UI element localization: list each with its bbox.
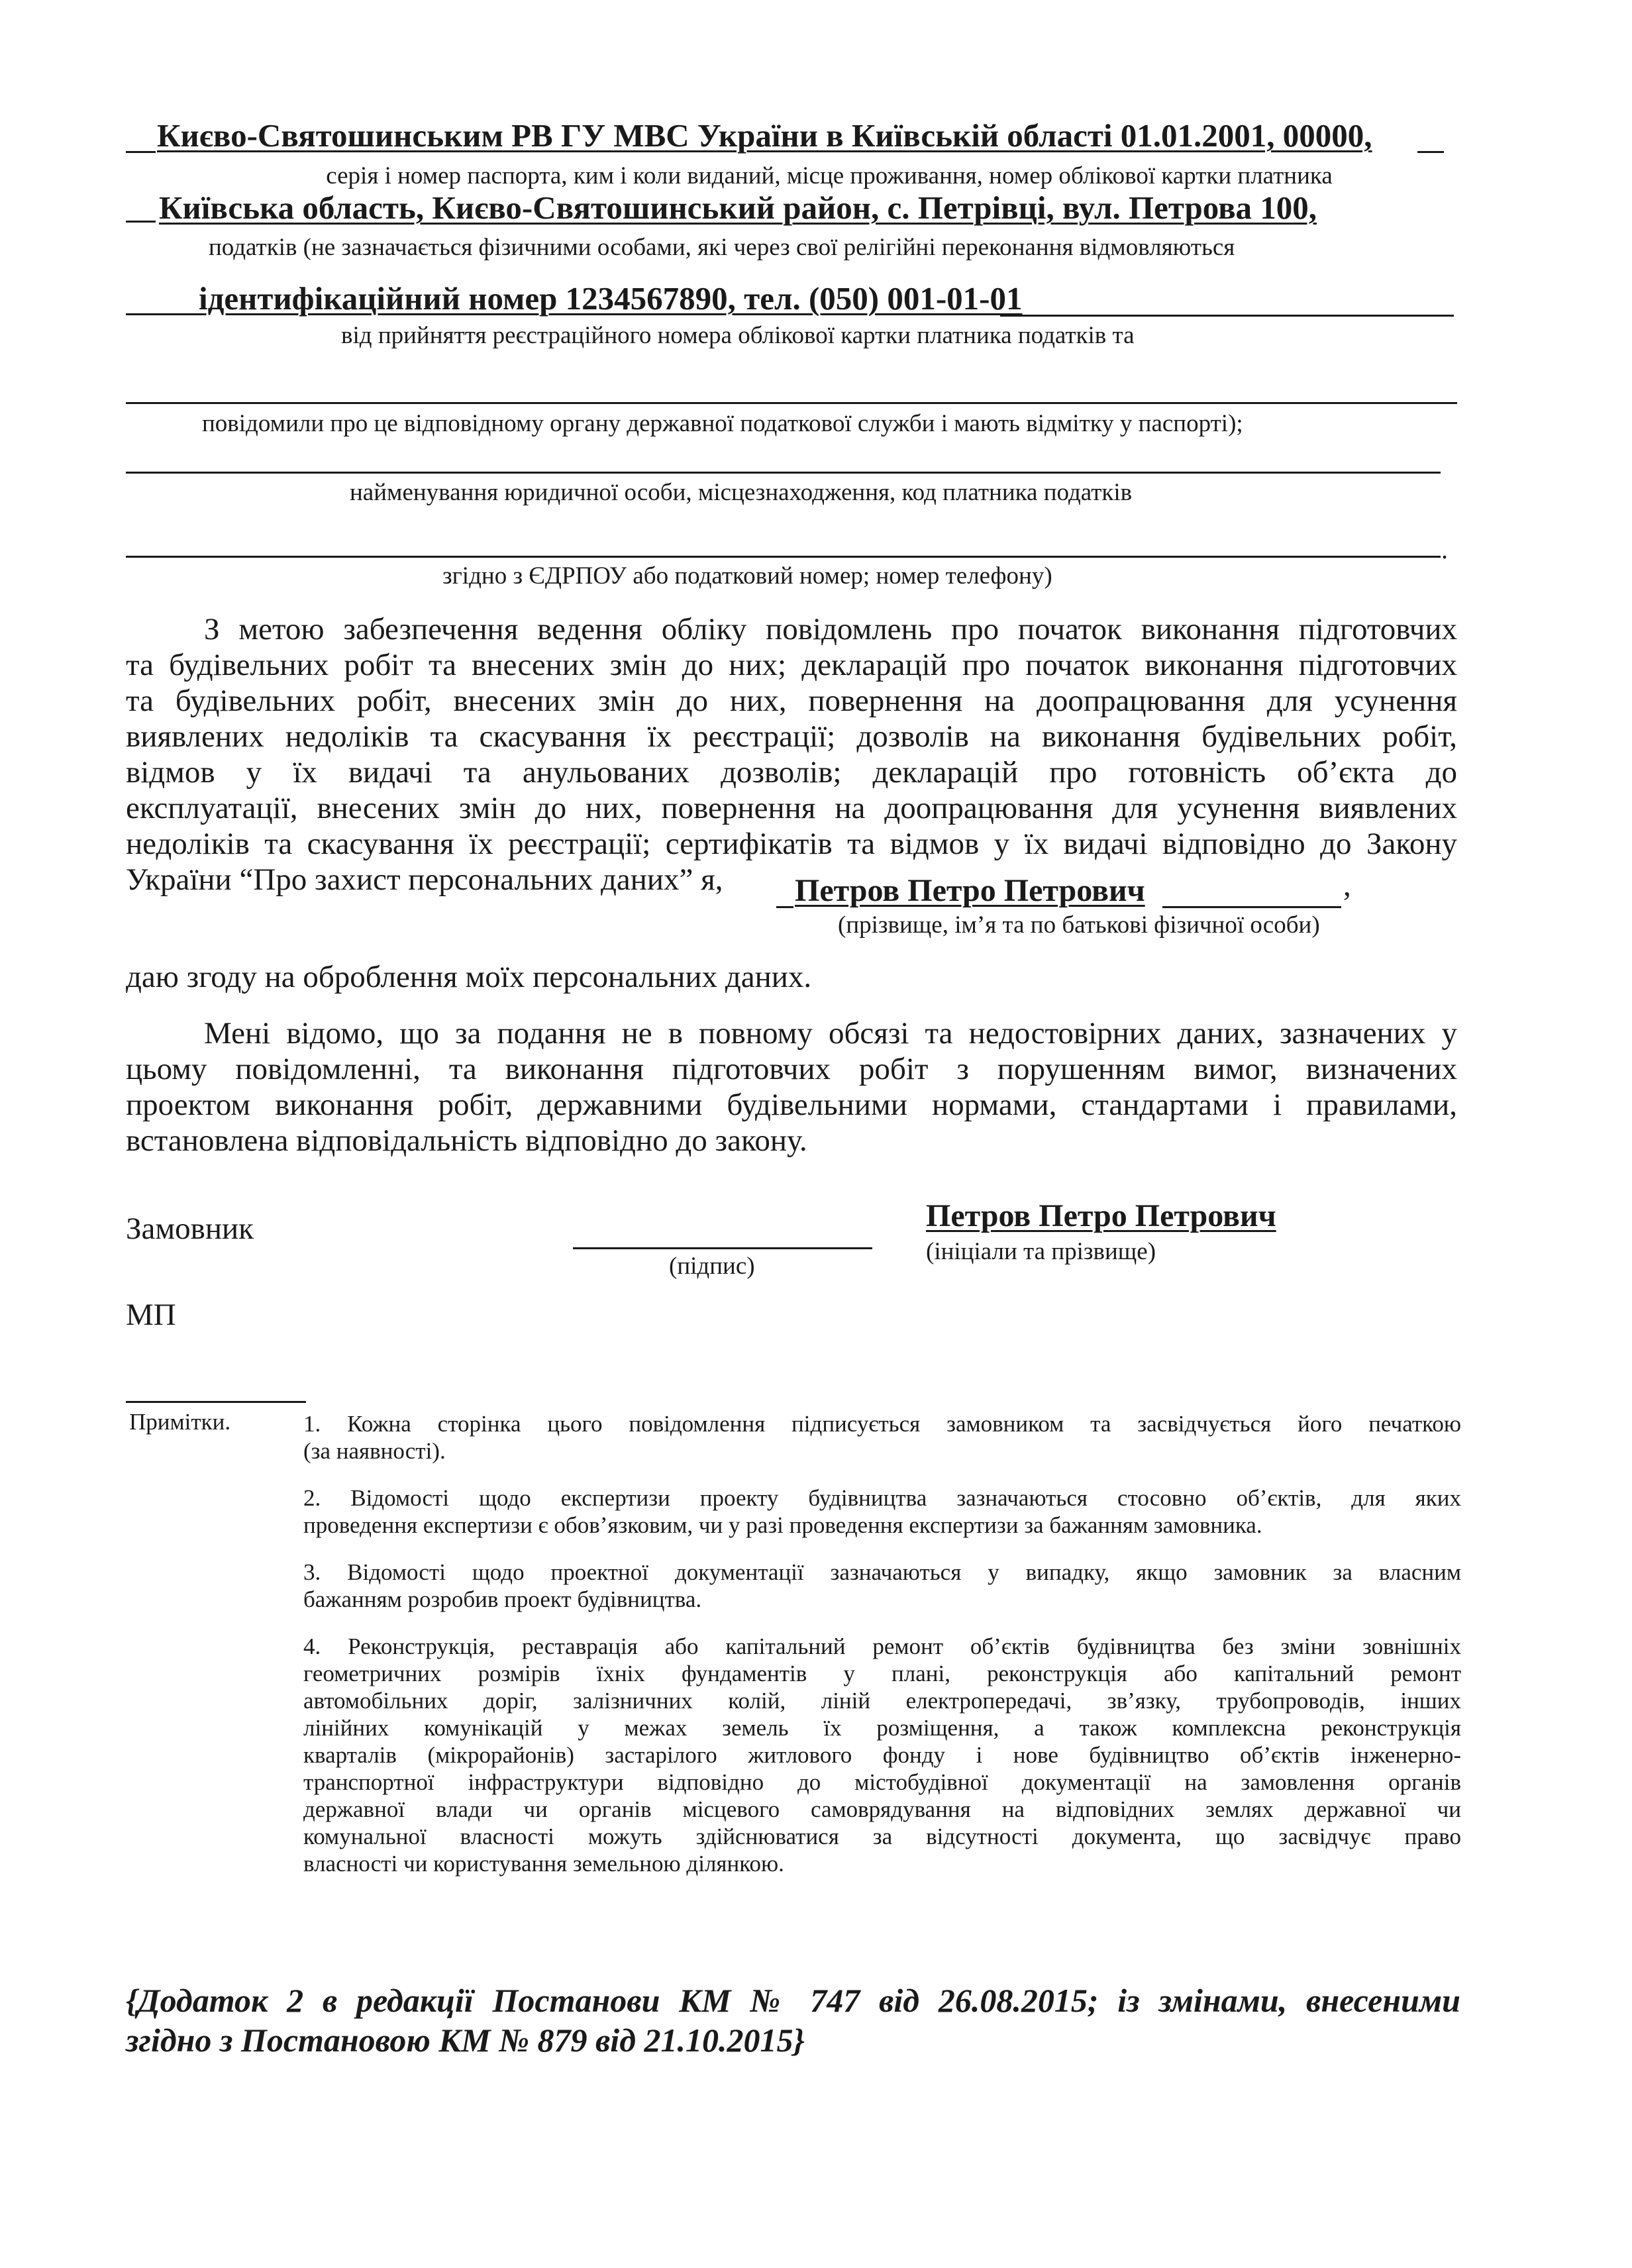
edrpou-hint: згідно з ЄДРПОУ або податковий номер; номер телефону)	[442, 562, 1052, 590]
note-item: 1. Кожна сторінка цього повідомлення підписується замовником та засвідчується його печаткою (за наявності).	[303, 1411, 1461, 1464]
consent-line: експлуатації, внесених змін до них, повернення на доопрацювання для усунення виявлених	[126, 791, 1457, 825]
underline-1-right	[1417, 151, 1444, 153]
tax-number-hint: податків (не зазначається фізичними особами, які через свої релігійні переконання відмовляються	[209, 234, 1235, 261]
signature-hint: (підпис)	[669, 1253, 755, 1280]
passport-issued-field[interactable]: Києво-Святошинським РВ ГУ МВС України в Київській області 01.01.2001, 00000,	[157, 117, 1372, 154]
note-item: 4. Реконструкція, реставрація або капітальний ремонт об’єктів будівництва без зміни зовнішніх геометричних розмірів їхніх фундаментів у плані, реконструкція або капітальний ремонт автомобільних доріг, залізничних колій, ліній електропередачі, зв’язку, трубопроводів, інших лінійних комунікацій у межах земель їх розміщення, а також комплексна реконструкція кварталів (мікрорайонів) застарілого житлового фонду і нове будівництво об’єктів інженерно- транспортної інфраструктури відповідно до містобудівної документації на замовлення органів державної влади чи органів місцевого самоврядування на відповідних землях державної чи комунальної власності можуть здійснюватися за відсутності документа, що засвідчує право власності чи користування земельною ділянкою.	[303, 1633, 1461, 1877]
registration-hint: від прийняття реєстраційного номера облікової картки платника податків та	[341, 322, 1135, 349]
person-name-field[interactable]: Петров Петро Петрович	[795, 873, 1145, 908]
consent-last-line-text: України “Про захист персональних даних” я,	[126, 862, 723, 897]
underline-4[interactable]	[126, 402, 1457, 404]
consent-paragraph	[126, 611, 1457, 862]
name-underline-left	[776, 906, 793, 908]
name-underline-right	[1162, 906, 1341, 908]
customer-name-field[interactable]: Петров Петро Петрович	[926, 1198, 1276, 1233]
consent-statement: даю згоду на оброблення моїх персональних даних.	[126, 960, 812, 994]
notes-list	[303, 1410, 1461, 1877]
notes-label: Примітки.	[129, 1409, 231, 1435]
passport-hint: серія і номер паспорта, ким і коли виданий, місце проживання, номер облікової картки платника	[326, 162, 1333, 189]
note-item: 3. Відомості щодо проектної документації зазначаються у випадку, якщо замовник за власним бажанням розробив проект будівництва.	[303, 1559, 1461, 1612]
name-comma: ,	[1343, 868, 1351, 903]
consent-line: відмов у їх видачі та анульованих дозволів; декларацій про готовність об’єкта до	[126, 755, 1457, 790]
line-6-end: .	[1441, 535, 1448, 564]
legal-entity-hint: найменування юридичної особи, місцезнаходження, код платника податків	[350, 479, 1133, 506]
customer-name-hint: (ініціали та прізвище)	[926, 1238, 1156, 1265]
responsibility-line: Мені відомо, що за подання не в повному обсязі та недостовірних даних, зазначених у	[204, 1016, 1457, 1051]
consent-line: недоліків та скасування їх реєстрації; сертифікатів та відмов у їх видачі відповідно до Закону	[126, 827, 1457, 861]
consent-line: та будівельних робіт, внесених змін до них, повернення на доопрацювання для усунення	[126, 684, 1457, 718]
notes-divider	[126, 1401, 306, 1403]
responsibility-paragraph	[126, 1015, 1457, 1159]
footer-line: згідно з Постановою КМ № 879 від 21.10.2015}	[126, 2022, 805, 2059]
tax-service-hint: повідомили про це відповідному органу державної податкової служби і мають відмітку у паспорті);	[202, 410, 1243, 437]
underline-2-left	[126, 221, 156, 223]
consent-last-line	[126, 862, 723, 898]
stamp-label: МП	[126, 1298, 176, 1332]
underline-6[interactable]	[126, 556, 1441, 558]
underline-1-left	[126, 151, 156, 153]
responsibility-line: проектом виконання робіт, державними будівельними нормами, стандартами і правилами,	[126, 1088, 1457, 1122]
underline-5[interactable]	[126, 472, 1441, 474]
id-phone-field[interactable]: ідентифікаційний номер 1234567890, тел. (050) 001-01-01	[199, 280, 1023, 317]
consent-line: З метою забезпечення ведення обліку повідомлень про початок виконання підготовчих	[204, 612, 1457, 646]
responsibility-line: встановлена відповідальність відповідно до закону.	[126, 1123, 807, 1158]
amendment-footer	[126, 1981, 1460, 2060]
note-item: 2. Відомості щодо експертизи проекту будівництва зазначаються стосовно об’єктів, для яких проведення експертизи є обов’язковим, чи у разі проведення експертизи за бажанням замовника.	[303, 1485, 1461, 1538]
address-field[interactable]: Київська область, Києво-Святошинський район, с. Петрівці, вул. Петрова 100,	[159, 189, 1317, 226]
person-name-hint: (прізвище, ім’я та по батькові фізичної особи)	[838, 911, 1320, 939]
consent-line: та будівельних робіт та внесених змін до них; декларацій про початок виконання підготовчих	[126, 648, 1457, 682]
customer-label: Замовник	[126, 1211, 254, 1246]
responsibility-line: цьому повідомленні, та виконання підготовчих робіт з порушенням вимог, визначених	[126, 1052, 1457, 1086]
underline-3-right	[1000, 315, 1454, 317]
consent-line: виявлених недоліків та скасування їх реєстрації; дозволів на виконання будівельних робіт,	[126, 719, 1457, 754]
footer-line: {Додаток 2 в редакції Постанови КМ № 747 від 26.08.2015; із змінами, внесеними	[126, 1982, 1460, 2019]
signature-line[interactable]	[573, 1247, 872, 1249]
underline-3-left	[126, 313, 199, 315]
